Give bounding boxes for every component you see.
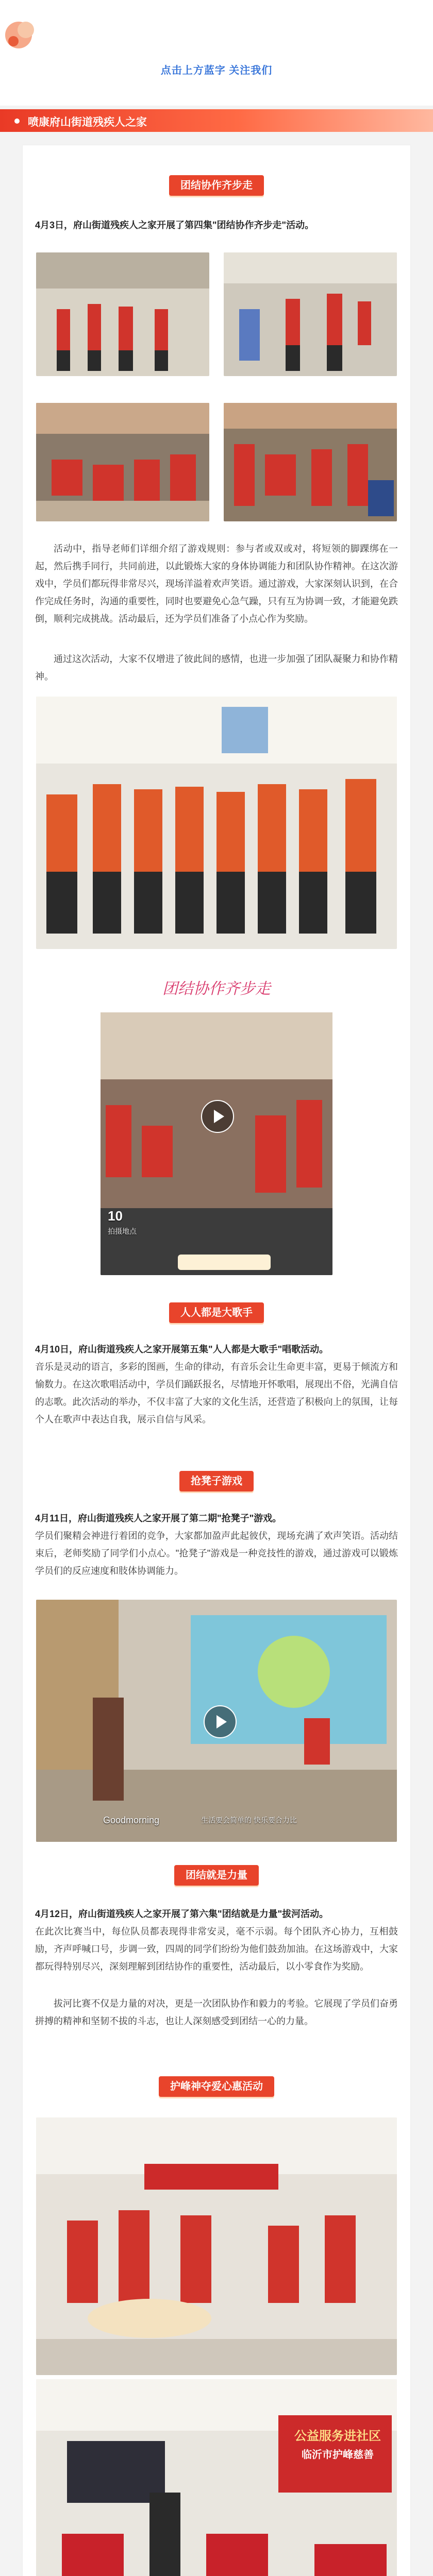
badge-chair-game [0, 1471, 433, 1494]
photo[interactable] [36, 2379, 397, 2576]
intro-text: 4月12日，府山街道残疾人之家开展了第六集"团结就是力量"拔河活动。 [35, 1909, 329, 1919]
bullet-icon [14, 118, 20, 124]
badge-label: 人人都是大歌手 [169, 1302, 264, 1323]
photo[interactable] [224, 252, 397, 376]
intro-text: 4月11日，府山街道残疾人之家开展了第二期"抢凳子"游戏。 [35, 1513, 282, 1523]
video-title: 团结协作齐步走 [162, 980, 271, 997]
play-icon[interactable] [201, 1100, 234, 1133]
photo[interactable] [224, 403, 397, 521]
section-title: 喷康府山街道残疾人之家 [28, 116, 147, 128]
intro-text: 4月3日，府山街道残疾人之家开展了第四集"团结协作齐步走"活动。 [35, 220, 314, 230]
paragraph-body: 拔河比赛不仅是力量的对决，更是一次团队协作和毅力的考验。它展现了学员们奋勇拼搏的精神和坚韧不拔的斗志，也让人深刻感受到团结一心的力量。 [35, 1998, 398, 2026]
paragraph-body: 在此次比赛当中，每位队员都表现得非常安灵，毫不示弱。每个团队齐心协力，互相鼓励，齐声呼喊口号，步调一致，四周的同学们纷纷为他们鼓劲加油。在这场游戏中，大家都玩得特别尽兴，深刻理解到团结协作的重要性，活动最后，以小零食作为奖励。 [35, 1926, 398, 1972]
badge-label: 护峰神夺爱心惠活动 [159, 2076, 274, 2097]
banner-text: 公益服务进社区 [294, 2429, 381, 2443]
badge-singer [0, 1302, 433, 1325]
badge-label: 团结就是力量 [174, 1865, 259, 1886]
follow-us-link[interactable]: 点击上方蓝字 关注我们 [160, 65, 273, 76]
video-location: 拍摄地点 [108, 1227, 137, 1235]
badge-unity [0, 1865, 433, 1888]
photo[interactable] [36, 697, 397, 949]
badge-label: 团结协作齐步走 [169, 175, 264, 196]
paragraph-body: 活动中，指导老师们详细介绍了游戏规则：参与者或双或对，将短领的脚踝绑在一起，然后携手同行，共同前进，以此锻炼大家的身体协调能力和团队协作精神。在这次游戏中，学员们都玩得非常尽兴，现场洋溢着欢声笑语。通过游戏，大家深刻认识到，在合作完成任务时，沟通的重要性，同时也要避免心急气躁，只有互为协调一致，才能避免跌倒，顺利完成挑战。活动最后，还为学员们准备了小点心作为奖励。 [35, 544, 398, 624]
video-timestamp: 10 [108, 1208, 123, 1224]
top-banner [0, 0, 433, 106]
section-header [0, 109, 433, 132]
video-caption-right: 生活要会简单的 快乐要合力比 [201, 1816, 297, 1824]
paragraph-body: 音乐是灵动的语言，多彩的图画，生命的律动，有音乐会让生命更丰富，更易于倾流方和愉数力。在这次歌唱活动中，学员们踊跃报名，尽情地开怀歌唱，展现出不俗，光满自信的志歌。此次活动的举办，不仅丰富了大家的文化生活，还营造了积极向上的氛围，让每个人在歌声中表达自我，展示自信与风采。 [35, 1362, 398, 1425]
photo[interactable] [36, 252, 209, 376]
video-player[interactable] [36, 1600, 397, 1842]
intro-text: 4月10日，府山街道残疾人之家开展第五集"人人都是大歌手"唱歌活动。 [35, 1344, 329, 1354]
photo[interactable] [36, 403, 209, 521]
badge-label: 抢凳子游戏 [179, 1471, 254, 1492]
paragraph-intro [35, 1905, 398, 1923]
paragraph-body: 通过这次活动，大家不仅增进了彼此间的感情，也进一步加强了团队凝聚力和协作精神。 [35, 654, 398, 682]
paragraph-intro [35, 1341, 398, 1358]
badge-teamwork [0, 175, 433, 198]
video-sticker [178, 1255, 271, 1270]
banner-text-secondary: 临沂市护峰慈善 [302, 2449, 374, 2461]
paragraph-intro [35, 216, 398, 234]
video-player[interactable] [101, 966, 332, 1275]
paragraph-body: 学员们聚精会神进行着团的竞争，大家都加盈声此起彼伏，现场充满了欢声笑语。活动结束后，老师奖励了同学们小点心。"抢凳子"游戏是一种竞技性的游戏，通过游戏可以锻炼学员们的反应速度和肢体协调能力。 [35, 1531, 398, 1576]
paragraph-intro [35, 1510, 398, 1527]
video-caption-left: Goodmorning [103, 1815, 160, 1825]
play-icon[interactable] [204, 1705, 237, 1738]
logo-icon [3, 18, 39, 54]
badge-charity [0, 2076, 433, 2099]
photo[interactable] [36, 2117, 397, 2375]
